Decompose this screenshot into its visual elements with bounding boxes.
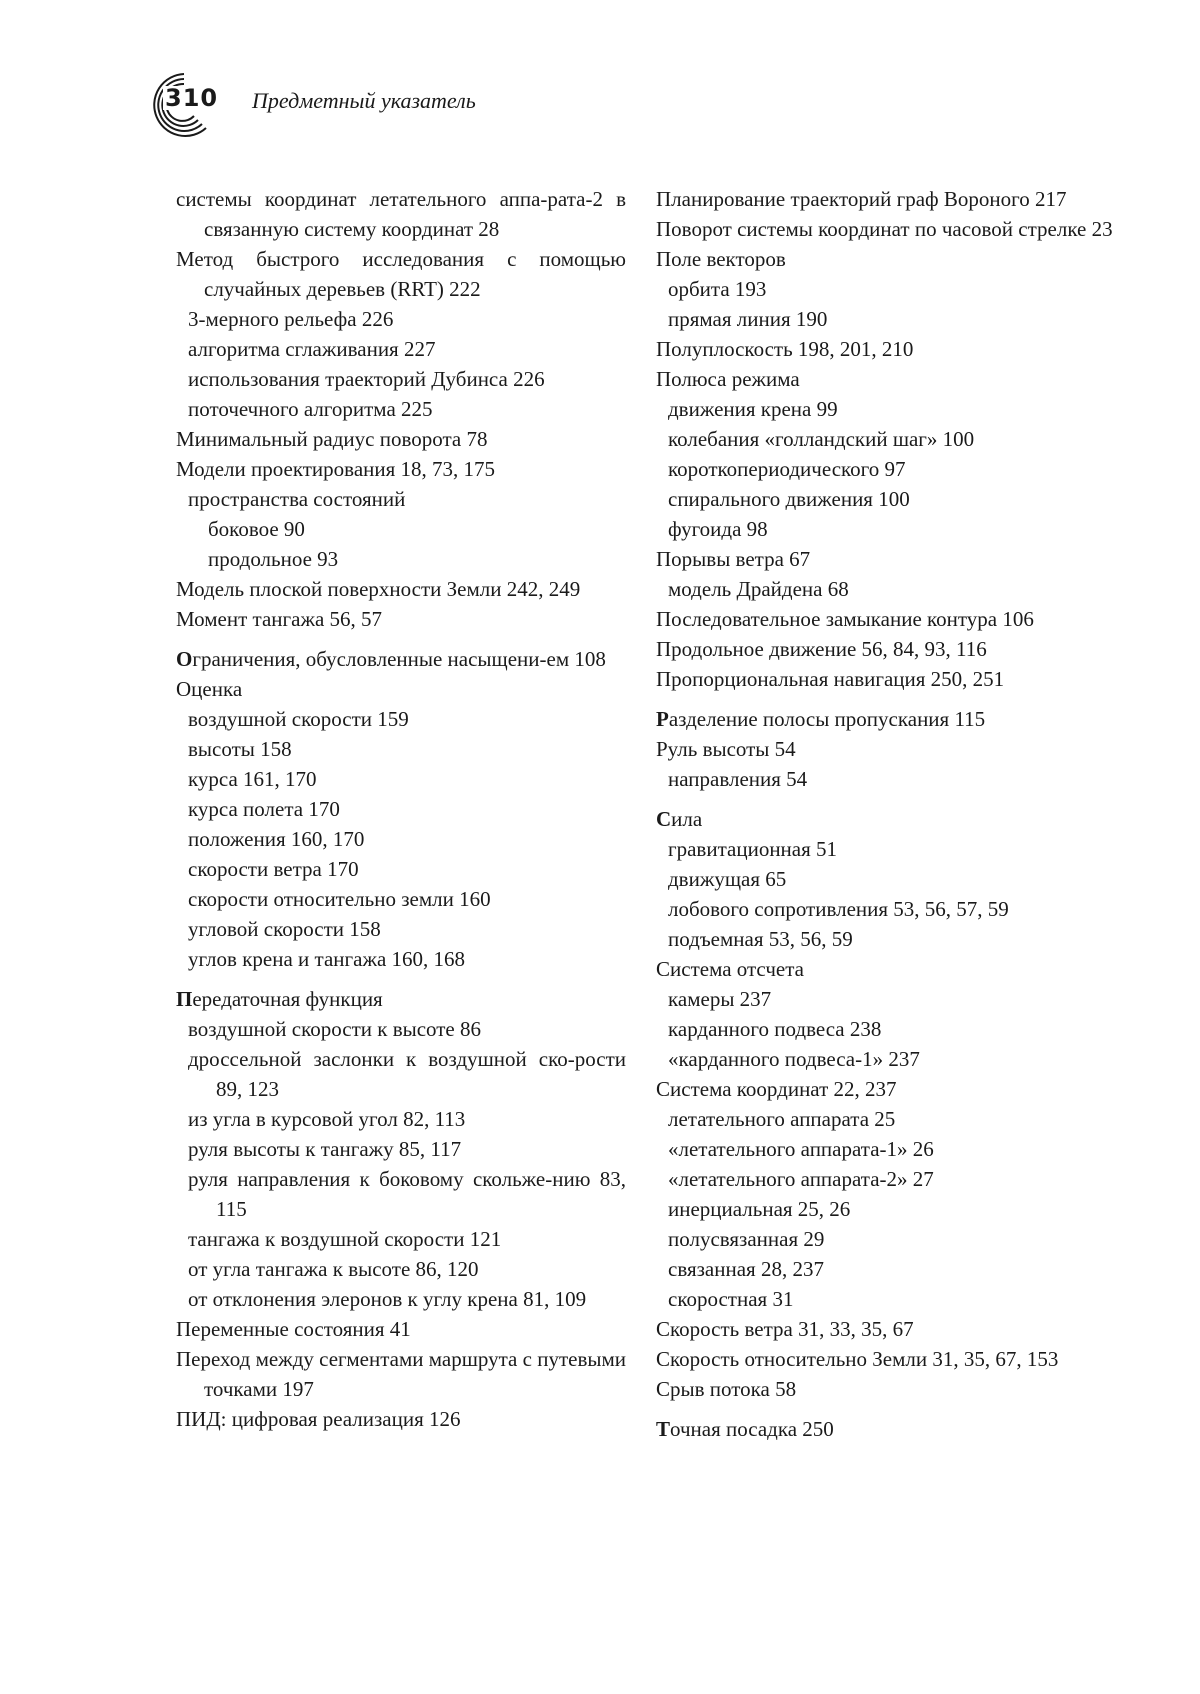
- index-entry: [176, 914, 626, 944]
- index-entry-text: курса 161, 170: [188, 767, 317, 791]
- index-entry-text: «летательного аппарата-2» 27: [668, 1167, 934, 1191]
- index-entry: [176, 984, 626, 1014]
- index-entry: [176, 394, 626, 424]
- index-entry: [656, 1254, 1112, 1284]
- index-entry: [656, 1414, 1112, 1444]
- index-entry: [176, 304, 626, 334]
- index-entry-text: движения крена 99: [668, 397, 838, 421]
- index-entry: [176, 334, 626, 364]
- index-entry: [656, 1374, 1112, 1404]
- index-entry-text: инерциальная 25, 26: [668, 1197, 851, 1221]
- index-entry: [656, 574, 1112, 604]
- index-entry: [176, 854, 626, 884]
- index-entry: [656, 1074, 1112, 1104]
- index-entry: [656, 1284, 1112, 1314]
- index-entry: [656, 1164, 1112, 1194]
- index-entry-text: Последовательное замыкание контура 106: [656, 607, 1034, 631]
- index-entry-text: полусвязанная 29: [668, 1227, 825, 1251]
- index-entry: [176, 704, 626, 734]
- index-entry-text: Система координат 22, 237: [656, 1077, 897, 1101]
- section-initial-letter: Р: [656, 707, 669, 731]
- index-entry-text: положения 160, 170: [188, 827, 365, 851]
- index-entry: [176, 574, 626, 604]
- index-entry: [176, 1314, 626, 1344]
- index-entry: [176, 184, 626, 244]
- index-entry-text: Момент тангажа 56, 57: [176, 607, 383, 631]
- index-entry-text: Полюса режима: [656, 367, 800, 391]
- index-entry-text: системы координат летательного аппа-рата-2 в связанную систему координат 28: [176, 187, 626, 241]
- index-entry-text: поточечного алгоритма 225: [188, 397, 433, 421]
- section-initial-letter: П: [176, 987, 193, 1011]
- index-entry: [656, 984, 1112, 1014]
- index-entry: [176, 674, 626, 704]
- index-entry: [176, 484, 626, 514]
- index-entry: [656, 274, 1112, 304]
- section-initial-letter: Т: [656, 1417, 671, 1441]
- index-entry: [176, 1224, 626, 1254]
- index-entry-text: Планирование траекторий граф Вороного 217: [656, 187, 1067, 211]
- index-entry: [656, 804, 1112, 834]
- index-entry-text: 3-мерного рельефа 226: [188, 307, 394, 331]
- index-column-right: [656, 184, 1112, 1444]
- index-entry: [176, 944, 626, 974]
- index-entry-text: Пропорциональная навигация 250, 251: [656, 667, 1005, 691]
- index-entry: [176, 1044, 626, 1104]
- index-entry: [656, 1134, 1112, 1164]
- index-entry-text: Порывы ветра 67: [656, 547, 811, 571]
- index-entry-text: гравитационная 51: [668, 837, 838, 861]
- page-number: 310: [165, 84, 219, 112]
- index-entry: [176, 1164, 626, 1224]
- index-entry: [176, 884, 626, 914]
- index-entry: [656, 664, 1112, 694]
- index-entry: [176, 364, 626, 394]
- index-entry: [176, 794, 626, 824]
- index-entry: [656, 424, 1112, 454]
- index-entry-text: алгоритма сглаживания 227: [188, 337, 436, 361]
- index-entry-text: Поле векторов: [656, 247, 786, 271]
- index-entry: [176, 544, 626, 574]
- index-entry-text: углов крена и тангажа 160, 168: [188, 947, 466, 971]
- index-entry-text: скорости ветра 170: [188, 857, 359, 881]
- index-entry-text: «летательного аппарата-1» 26: [668, 1137, 934, 1161]
- index-entry: [656, 454, 1112, 484]
- index-entry-text: «карданного подвеса-1» 237: [668, 1047, 920, 1071]
- index-entry-text: Система отсчета: [656, 957, 804, 981]
- page-header: [140, 70, 740, 140]
- index-entry: [656, 1044, 1112, 1074]
- index-entry-text: Модели проектирования 18, 73, 175: [176, 457, 496, 481]
- index-entry: [176, 454, 626, 484]
- index-entry: [656, 334, 1112, 364]
- index-entry: [176, 1014, 626, 1044]
- index-entry-text: от отклонения элеронов к углу крена 81, 109: [188, 1287, 587, 1311]
- index-entry-text: орбита 193: [668, 277, 767, 301]
- index-entry-text: руля высоты к тангажу 85, 117: [188, 1137, 462, 1161]
- index-entry-text: боковое 90: [208, 517, 305, 541]
- index-entry-text: Переход между сегментами маршрута с путевыми точками 197: [176, 1347, 626, 1401]
- index-entry-text: угловой скорости 158: [188, 917, 381, 941]
- index-entry-text: карданного подвеса 238: [668, 1017, 882, 1041]
- index-entry: [656, 1014, 1112, 1044]
- index-entry: [656, 1224, 1112, 1254]
- section-initial-letter: С: [656, 807, 672, 831]
- index-entry-text: Скорость ветра 31, 33, 35, 67: [656, 1317, 914, 1341]
- index-entry: [656, 1344, 1112, 1374]
- index-entry-text: связанная 28, 237: [668, 1257, 824, 1281]
- index-entry: [656, 634, 1112, 664]
- index-entry-text: ПИД: цифровая реализация 126: [176, 1407, 461, 1431]
- index-entry: [176, 1344, 626, 1404]
- index-entry-text: Продольное движение 56, 84, 93, 116: [656, 637, 987, 661]
- index-entry-text: фугоида 98: [668, 517, 768, 541]
- index-entry-text: движущая 65: [668, 867, 787, 891]
- index-entry-text: подъемная 53, 56, 59: [668, 927, 853, 951]
- index-entry-text: воздушной скорости к высоте 86: [188, 1017, 482, 1041]
- index-entry: [176, 824, 626, 854]
- index-entry: [176, 514, 626, 544]
- index-entry-text: направления 54: [668, 767, 808, 791]
- index-entry-text: руля направления к боковому скольже-нию 83, 115: [188, 1167, 626, 1221]
- index-entry-text: прямая линия 190: [668, 307, 828, 331]
- index-entry-text: Поворот системы координат по часовой стрелке 23: [656, 217, 1113, 241]
- index-entry: [656, 704, 1112, 734]
- index-entry: [176, 604, 626, 634]
- index-entry-text: летательного аппарата 25: [668, 1107, 896, 1131]
- index-entry: [656, 304, 1112, 334]
- index-entry: [656, 1314, 1112, 1344]
- index-column-left: [176, 184, 626, 1434]
- index-entry-text: ила: [671, 807, 703, 831]
- index-entry-text: камеры 237: [668, 987, 772, 1011]
- index-entry: [176, 424, 626, 454]
- index-entry-text: ередаточная функция: [192, 987, 383, 1011]
- section-initial-letter: О: [176, 647, 193, 671]
- index-entry-text: модель Драйдена 68: [668, 577, 849, 601]
- index-entry-text: Метод быстрого исследования с помощью случайных деревьев (RRT) 222: [176, 247, 626, 301]
- index-entry-text: скоростная 31: [668, 1287, 794, 1311]
- index-entry-text: от угла тангажа к высоте 86, 120: [188, 1257, 479, 1281]
- running-title: Предметный указатель: [252, 88, 476, 113]
- index-entry: [176, 764, 626, 794]
- index-entry-text: спирального движения 100: [668, 487, 910, 511]
- index-entry: [656, 514, 1112, 544]
- index-entry: [656, 954, 1112, 984]
- index-entry: [656, 1194, 1112, 1224]
- index-entry: [656, 764, 1112, 794]
- index-entry-text: Минимальный радиус поворота 78: [176, 427, 488, 451]
- index-entry: [656, 894, 1112, 924]
- index-entry: [656, 244, 1112, 274]
- index-entry-text: Переменные состояния 41: [176, 1317, 411, 1341]
- index-entry: [656, 394, 1112, 424]
- index-entry: [176, 1134, 626, 1164]
- index-entry: [656, 484, 1112, 514]
- index-entry-text: Модель плоской поверхности Земли 242, 249: [176, 577, 581, 601]
- index-entry-text: азделение полосы пропускания 115: [668, 707, 986, 731]
- index-entry-text: Скорость относительно Земли 31, 35, 67, 153: [656, 1347, 1059, 1371]
- index-entry-text: Полуплоскость 198, 201, 210: [656, 337, 914, 361]
- index-entry-text: дроссельной заслонки к воздушной ско-рости 89, 123: [188, 1047, 626, 1101]
- index-entry: [176, 244, 626, 304]
- index-entry: [176, 1254, 626, 1284]
- index-entry: [656, 864, 1112, 894]
- index-entry-text: очная посадка 250: [670, 1417, 834, 1441]
- index-entry: [176, 1104, 626, 1134]
- index-entry-text: из угла в курсовой угол 82, 113: [188, 1107, 466, 1131]
- index-entry: [176, 1284, 626, 1314]
- index-entry: [176, 1404, 626, 1434]
- index-entry-text: колебания «голландский шаг» 100: [668, 427, 975, 451]
- index-entry: [656, 924, 1112, 954]
- index-entry-text: Оценка: [176, 677, 243, 701]
- index-entry: [176, 644, 626, 674]
- index-entry: [656, 544, 1112, 574]
- index-entry-text: скорости относительно земли 160: [188, 887, 491, 911]
- index-entry-text: Руль высоты 54: [656, 737, 796, 761]
- index-entry: [656, 1104, 1112, 1134]
- index-entry-text: лобового сопротивления 53, 56, 57, 59: [668, 897, 1009, 921]
- index-entry: [656, 834, 1112, 864]
- index-entry: [656, 734, 1112, 764]
- index-entry-text: тангажа к воздушной скорости 121: [188, 1227, 502, 1251]
- index-entry-text: воздушной скорости 159: [188, 707, 409, 731]
- index-entry: [656, 184, 1112, 214]
- index-entry-text: высоты 158: [188, 737, 292, 761]
- index-entry: [656, 364, 1112, 394]
- index-entry: [656, 604, 1112, 634]
- index-entry-text: короткопериодического 97: [668, 457, 906, 481]
- index-entry-text: граничения, обусловленные насыщени-ем 108: [192, 647, 606, 671]
- index-entry-text: курса полета 170: [188, 797, 340, 821]
- index-entry-text: продольное 93: [208, 547, 339, 571]
- index-entry-text: Срыв потока 58: [656, 1377, 797, 1401]
- index-entry-text: пространства состояний: [188, 487, 406, 511]
- index-entry: [176, 734, 626, 764]
- index-entry: [656, 214, 1112, 244]
- index-entry-text: использования траекторий Дубинса 226: [188, 367, 545, 391]
